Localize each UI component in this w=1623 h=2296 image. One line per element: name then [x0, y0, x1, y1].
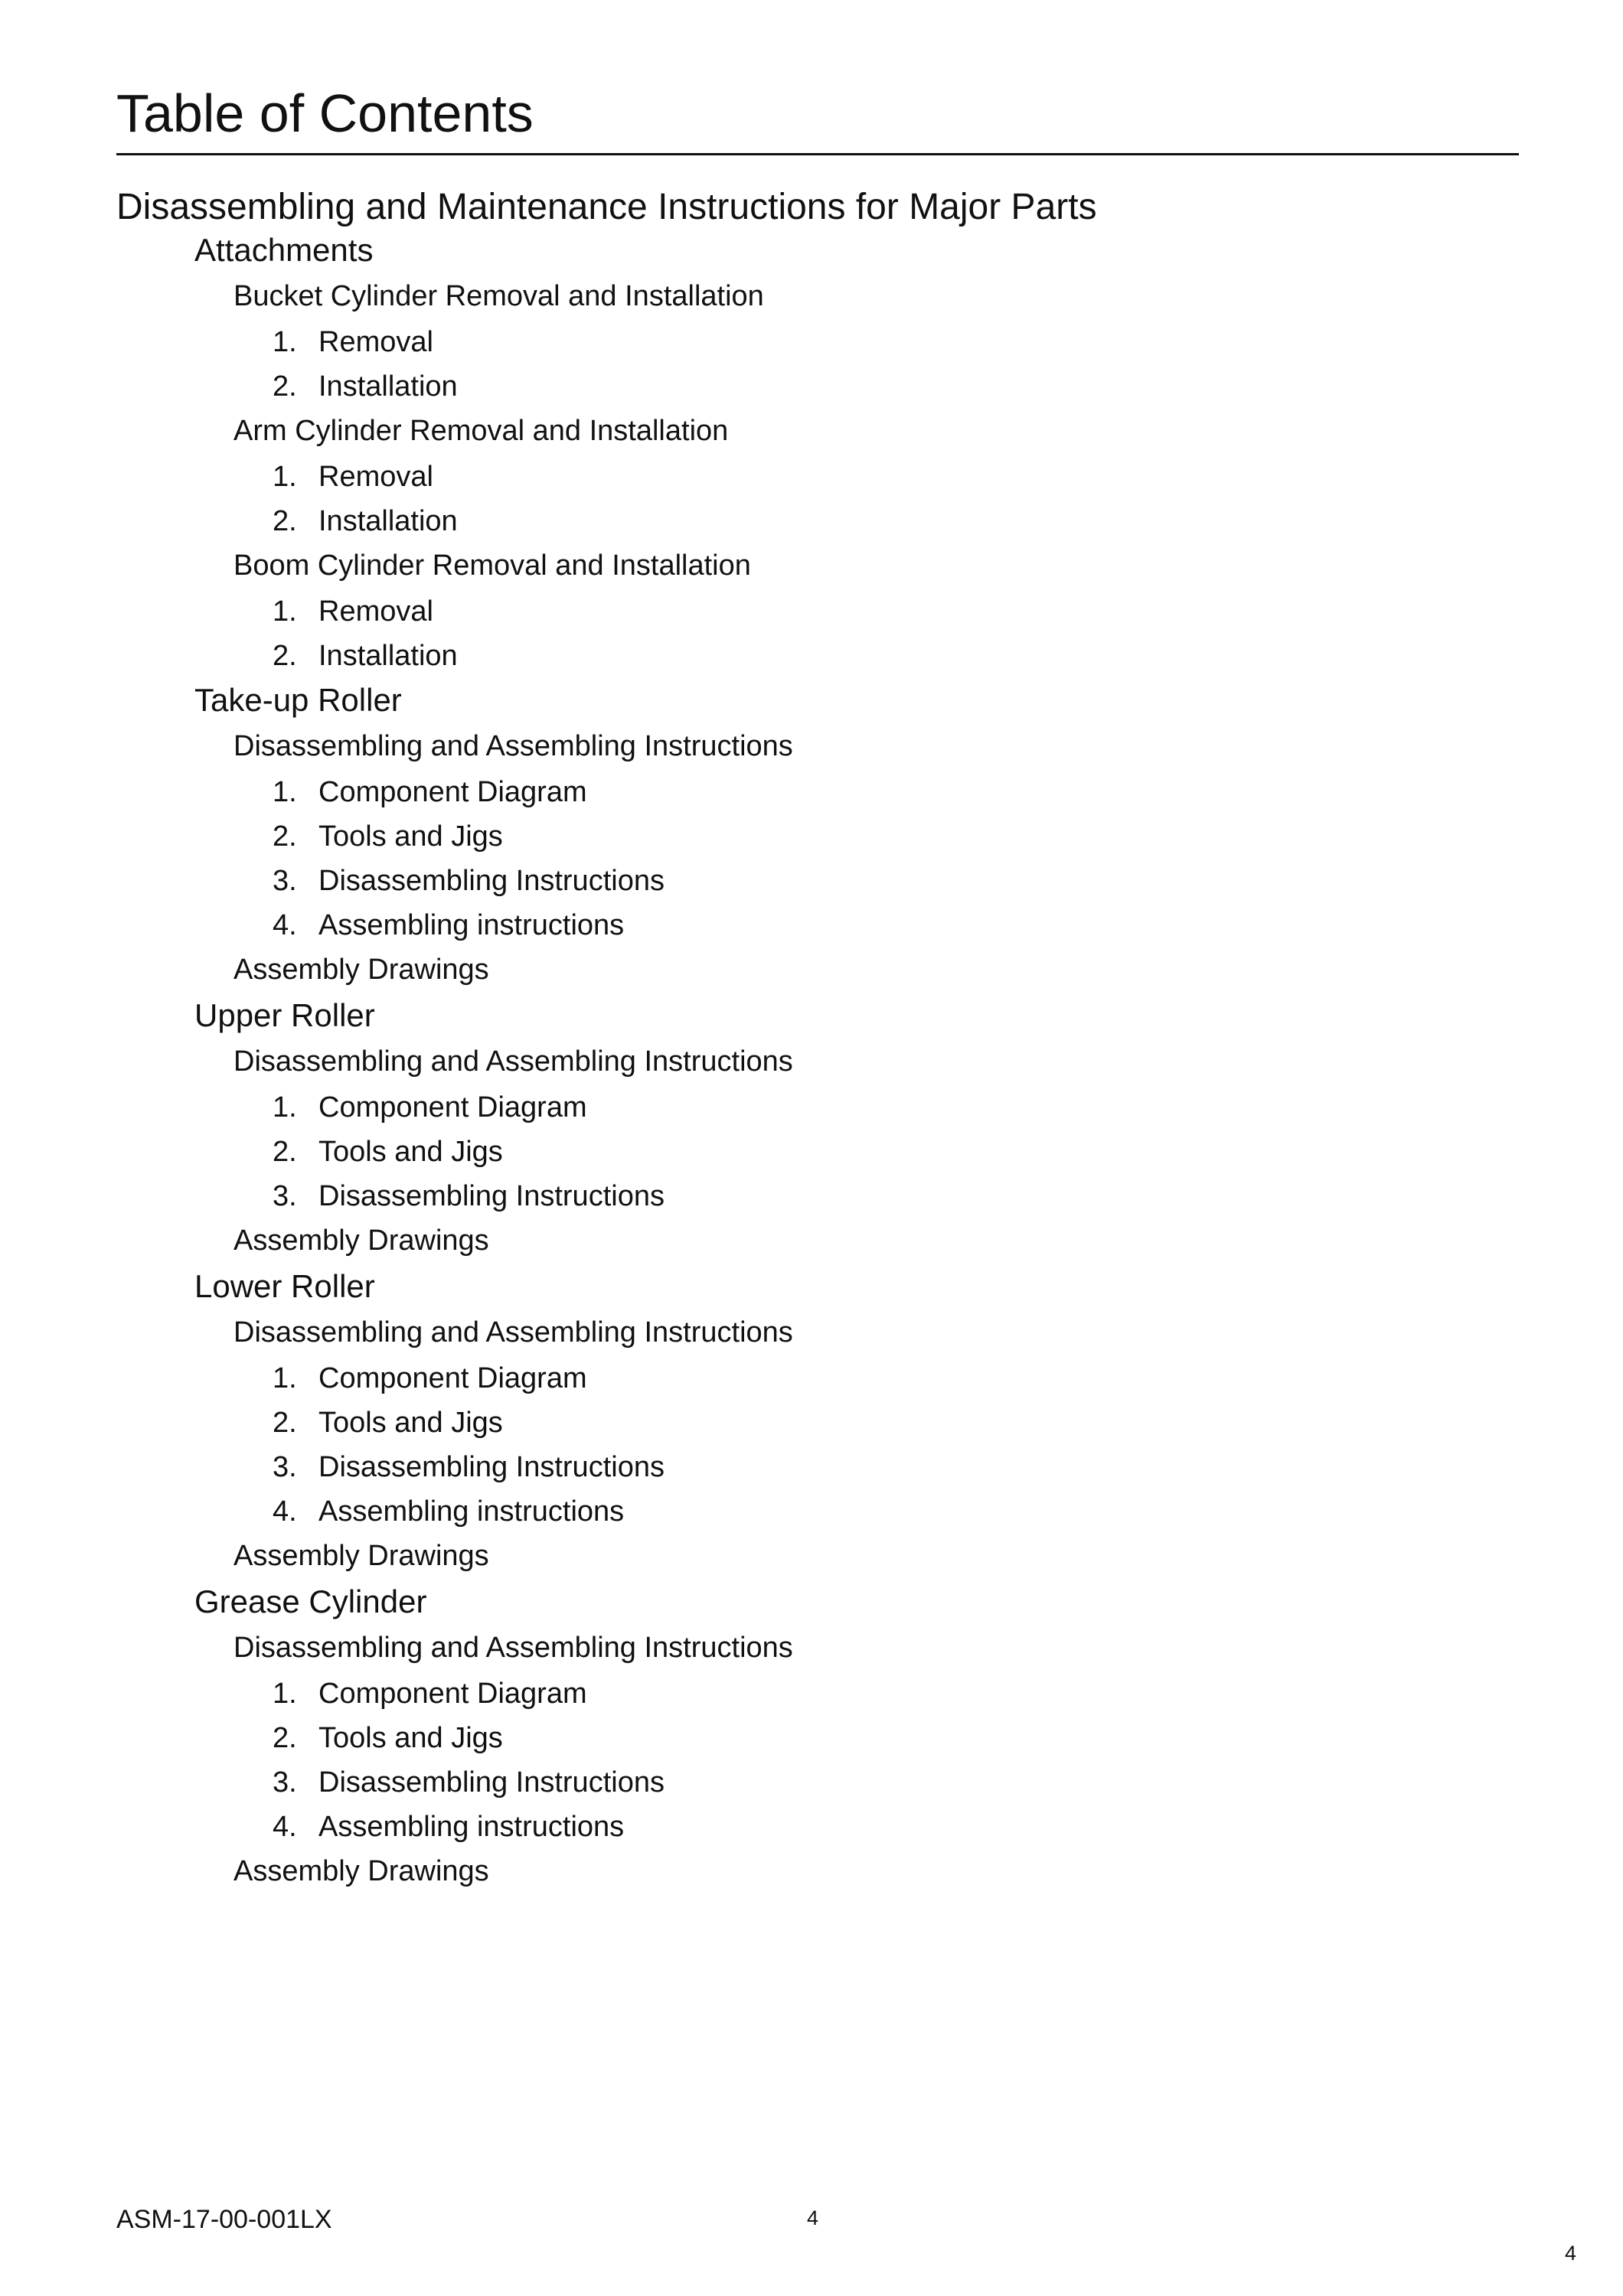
toc-item-number: 1. — [273, 1678, 297, 1710]
toc-entry-label: Disassembling Instructions — [318, 1180, 665, 1212]
toc-entry-label: Installation — [318, 370, 458, 403]
toc-entry-label: Grease Cylinder — [194, 1583, 427, 1619]
toc-entry-label: Assembling instructions — [318, 909, 625, 941]
toc-item[interactable] — [273, 1176, 665, 1217]
toc-item[interactable] — [273, 366, 458, 407]
toc-item-number: 2. — [273, 1407, 297, 1439]
toc-item[interactable] — [273, 1762, 665, 1803]
toc-item[interactable] — [273, 1402, 503, 1443]
toc-item[interactable] — [273, 635, 458, 677]
toc-subsection[interactable] — [233, 276, 764, 317]
toc-subsection[interactable] — [233, 949, 489, 990]
toc-item[interactable] — [273, 1491, 624, 1532]
toc-subsection[interactable] — [233, 1220, 489, 1261]
toc-item[interactable] — [273, 816, 503, 857]
toc-subsection[interactable] — [233, 1851, 489, 1892]
toc-entry-label: Component Diagram — [318, 1362, 587, 1394]
toc-entry-label: Assembling instructions — [318, 1495, 625, 1528]
toc-entry-label: Disassembling Instructions — [318, 865, 665, 897]
toc-item[interactable] — [273, 591, 433, 632]
toc-entry-label: Removal — [318, 595, 433, 628]
toc-subsection[interactable] — [233, 410, 728, 452]
toc-item-number: 2. — [273, 1136, 297, 1168]
toc-subsection[interactable] — [233, 545, 751, 586]
toc-entry-label: Assembly Drawings — [233, 954, 489, 986]
toc-item-number: 2. — [273, 640, 297, 672]
toc-entry-label: Installation — [318, 640, 458, 672]
toc-item[interactable] — [273, 1358, 587, 1399]
toc-item-number: 1. — [273, 1362, 297, 1394]
toc-item-number: 2. — [273, 820, 297, 853]
toc-item-number: 2. — [273, 505, 297, 537]
toc-item-number: 2. — [273, 370, 297, 403]
toc-subsection[interactable] — [233, 1627, 793, 1668]
toc-item[interactable] — [273, 905, 624, 946]
toc-entry-label: Component Diagram — [318, 1678, 587, 1710]
toc-chapter[interactable] — [194, 680, 402, 721]
toc-item[interactable] — [273, 1087, 587, 1128]
toc-entry-label: Tools and Jigs — [318, 1407, 503, 1439]
toc-subsection[interactable] — [233, 1041, 793, 1082]
toc-chapter[interactable] — [194, 995, 375, 1036]
toc-entry-label: Removal — [318, 461, 433, 493]
toc-entry-label: Bucket Cylinder Removal and Installation — [233, 280, 764, 312]
toc-item-number: 1. — [273, 776, 297, 808]
toc-item[interactable] — [273, 860, 665, 902]
toc-entry-label: Boom Cylinder Removal and Installation — [233, 550, 751, 582]
toc-item[interactable] — [273, 1806, 624, 1848]
toc-entry-label: Lower Roller — [194, 1268, 375, 1304]
page-number: 4 — [807, 2206, 819, 2229]
toc-item-number: 1. — [273, 461, 297, 493]
toc-entry-label: Disassembling and Assembling Instructions — [233, 1632, 793, 1664]
toc-item-number: 1. — [273, 326, 297, 358]
toc-entry-label: Removal — [318, 326, 433, 358]
toc-item-number: 2. — [273, 1722, 297, 1754]
toc-entry-label: Attachments — [194, 232, 374, 268]
toc-entry-label: Disassembling and Assembling Instructions — [233, 1316, 793, 1349]
toc-chapter[interactable] — [194, 230, 373, 271]
toc-chapter[interactable] — [194, 1581, 426, 1623]
toc-subsection[interactable] — [233, 726, 793, 767]
toc-item[interactable] — [273, 1673, 587, 1714]
toc-item-number: 3. — [273, 1451, 297, 1483]
toc-item-number: 4. — [273, 1495, 297, 1528]
corner-page-number: 4 — [1565, 2242, 1577, 2265]
toc-item-number: 4. — [273, 909, 297, 941]
toc-entry-label: Take-up Roller — [194, 682, 402, 718]
toc-item[interactable] — [273, 501, 458, 542]
toc-entry-label: Disassembling Instructions — [318, 1451, 665, 1483]
toc-entry-label: Assembly Drawings — [233, 1855, 489, 1887]
toc-item[interactable] — [273, 1446, 665, 1488]
toc-item[interactable] — [273, 1131, 503, 1172]
toc-entry-label: Component Diagram — [318, 776, 587, 808]
toc-entry-label: Tools and Jigs — [318, 1722, 503, 1754]
toc-item[interactable] — [273, 321, 433, 363]
toc-subsection[interactable] — [233, 1535, 489, 1577]
toc-item-number: 4. — [273, 1811, 297, 1843]
toc-entry-label: Assembling instructions — [318, 1811, 625, 1843]
toc-item-number: 3. — [273, 1766, 297, 1799]
page-title: Table of Contents — [116, 83, 534, 143]
toc-item-number: 1. — [273, 595, 297, 628]
toc-chapter[interactable] — [194, 1266, 375, 1307]
toc-subsection[interactable] — [233, 1312, 793, 1353]
toc-item-number: 3. — [273, 865, 297, 897]
toc-entry-label: Installation — [318, 505, 458, 537]
toc-entry-label: Disassembling Instructions — [318, 1766, 665, 1799]
toc-entry-label: Assembly Drawings — [233, 1540, 489, 1572]
toc-entry-label: Component Diagram — [318, 1091, 587, 1124]
toc-item[interactable] — [273, 771, 587, 813]
toc-item[interactable] — [273, 456, 433, 497]
toc-entry-label: Arm Cylinder Removal and Installation — [233, 415, 729, 447]
toc-item-number: 1. — [273, 1091, 297, 1124]
toc-item[interactable] — [273, 1717, 503, 1759]
toc-section-heading[interactable]: Disassembling and Maintenance Instructions for Major Parts — [116, 187, 1097, 227]
toc-entry-label: Tools and Jigs — [318, 1136, 503, 1168]
toc-entry-label: Disassembling and Assembling Instructions — [233, 1045, 793, 1078]
toc-item-number: 3. — [273, 1180, 297, 1212]
toc-entry-label: Upper Roller — [194, 997, 375, 1033]
document-number: ASM-17-00-001LX — [116, 2205, 332, 2234]
toc-entry-label: Assembly Drawings — [233, 1225, 489, 1257]
toc-entry-label: Tools and Jigs — [318, 820, 503, 853]
toc-entry-label: Disassembling and Assembling Instructions — [233, 730, 793, 762]
